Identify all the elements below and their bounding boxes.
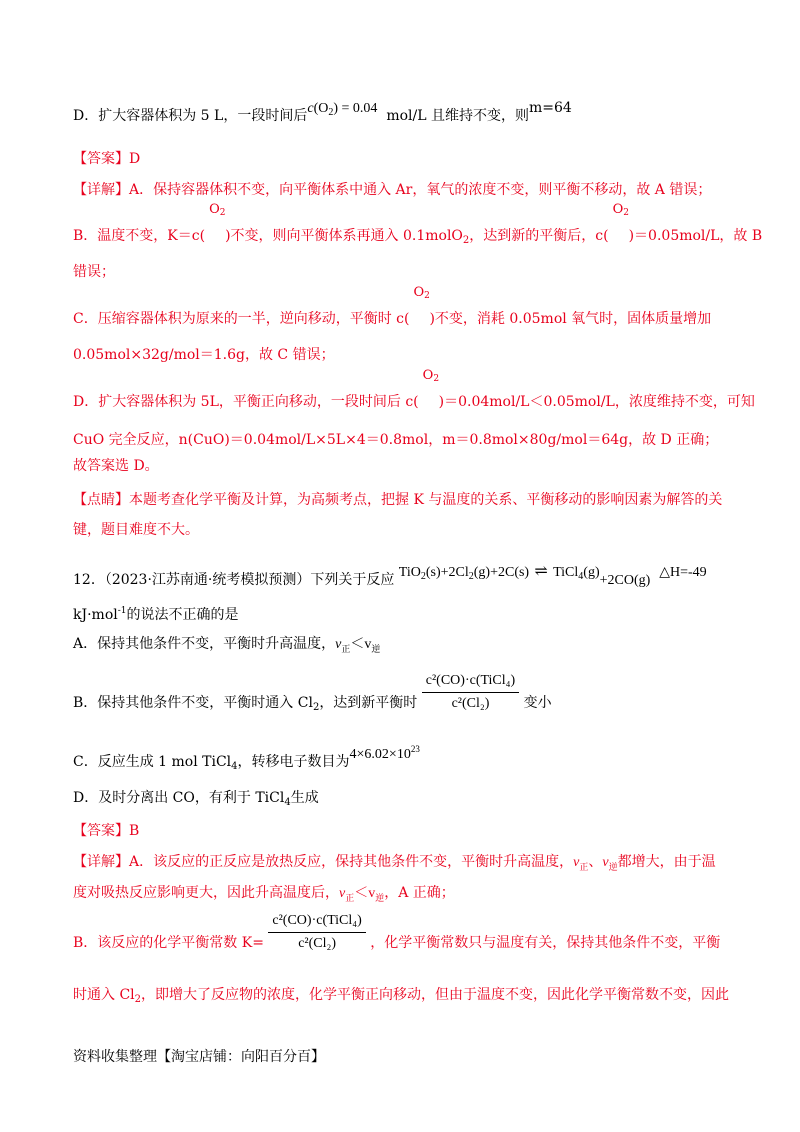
formula-c-o2: $c(O_2) = 0.04$ xyxy=(307,101,378,118)
reaction-equation: $TiO_2(s)+2Cl_2(g)+2C(s)$ ⇌ TiCl$_4$(g) xyxy=(398,563,600,582)
q12-option-d: D．及时分离出 CO，有利于 TiCl$_4$生成 xyxy=(73,790,319,808)
q12-option-b: B．保持其他条件不变，平衡时通入 $Cl_2$，达到新平衡时 $\frac{\text{c²(CO)·c(TiCl₄)}}{\text{c²(Cl₂)}}$ 变小 xyxy=(73,673,552,713)
q11-detail-d: D．扩大容器体积为 5L，平衡正向移动，一段时间后 c( $O_2$ )＝0.04mol/L＜0.05mol/L，浓度维持不变，可知 xyxy=(73,368,755,410)
q11-final: 故答案选 D。 xyxy=(73,458,159,474)
equilibrium-constant-fraction: $\frac{\text{c²(CO)·c(TiCl₄)}}{\text{c²(Cl₂)}}$ xyxy=(422,672,519,713)
q11-detail-b-wrap: 错误； xyxy=(73,264,115,280)
q12-detail-a-wrap: 度对吸热反应影响更大，因此升高温度后，$v_正<v_逆$，A 正确； xyxy=(73,885,455,904)
q11-point-2: 键，题目难度不大。 xyxy=(73,522,199,538)
o2-stacked: $O_2$ xyxy=(209,202,226,218)
o2-stacked: $O_2$ xyxy=(422,368,440,384)
footer-source: 资料收集整理【淘宝店铺：向阳百分百】 xyxy=(73,1049,325,1065)
q12-detail-b-wrap: 时通入 $Cl_2$，即增大了反应物的浓度，化学平衡正向移动，但由于温度不变，因此化学平衡常数不变，因此 xyxy=(73,987,730,1005)
q12-stem: 12．（2023·江苏南通·统考模拟预测）下列关于反应 $TiO_2(s)+2Cl_2(g)+2C(s)$ ⇌ TiCl$_4$(g)+2CO(g) △H=-49 xyxy=(73,563,707,588)
q11-option-d: D．扩大容器体积为 5 L，一段时间后$c(O_2) = 0.04$ mol/L 且维持不变，则m=64 xyxy=(73,100,572,124)
q12-option-a: A．保持其他条件不变，平衡时升高温度，$v_正<v_逆$ xyxy=(73,636,381,655)
q12-detail-b: B．该反应的化学平衡常数 K= $\frac{\text{c²(CO)·c(TiCl₄)}}{\text{c²(Cl₂)}}$ ，化学平衡常数只与温度有关，保持其他条件不变，平衡 xyxy=(73,913,721,951)
q11-detail-c-wrap: 0.05mol×32g/mol＝1.6g，故 C 错误； xyxy=(73,347,335,363)
q11-answer: 【答案】D xyxy=(73,151,141,167)
o2-stacked: $O_2$ xyxy=(612,202,629,218)
q11-detail-d-wrap: CuO 完全反应，n(CuO)＝0.04mol/L×5L×4＝0.8mol，m＝0.8mol×80g/mol＝64g，故 D 正确； xyxy=(73,432,719,448)
q11-detail-b: B．温度不变，K＝c( $O_2$ )不变，则向平衡体系再通入 0.1molO$_2$，达到新的平衡后，c( $O_2$ )＝0.05mol/L，故 B xyxy=(73,202,763,246)
q11-detail-a: 【详解】A．保持容器体积不变，向平衡体系中通入 Ar，氧气的浓度不变，则平衡不移动，故 A 错误； xyxy=(73,182,712,198)
q11-detail-c: C．压缩容器体积为原来的一半，逆向移动，平衡时 c( $O_2$ )不变，消耗 0.05mol 氧气时，固体质量增加 xyxy=(73,285,712,327)
q12-stem-wrap: kJ·mol$^{-1}$的说法不正确的是 xyxy=(73,606,239,623)
equilibrium-constant-fraction-k: $\frac{\text{c²(CO)·c(TiCl₄)}}{\text{c²(Cl₂)}}$ xyxy=(268,912,365,953)
q12-detail-a: 【详解】A．该反应的正反应是放热反应，保持其他条件不变，平衡时升高温度，$v_正$、$v_逆$都增大，由于温 xyxy=(73,854,716,873)
q12-option-c: C．反应生成 1 mol TiCl$_4$，转移电子数目为$4\times 6.02\times 10^{23}$ xyxy=(73,744,420,772)
equilibrium-arrow-icon: ⇌ xyxy=(534,563,548,580)
o2-stacked: $O_2$ xyxy=(413,285,430,301)
q11-point-1: 【点睛】本题考查化学平衡及计算，为高频考点，把握 K 与温度的关系、平衡移动的影响因素为解答的关 xyxy=(73,492,723,508)
q12-answer: 【答案】B xyxy=(73,823,140,839)
